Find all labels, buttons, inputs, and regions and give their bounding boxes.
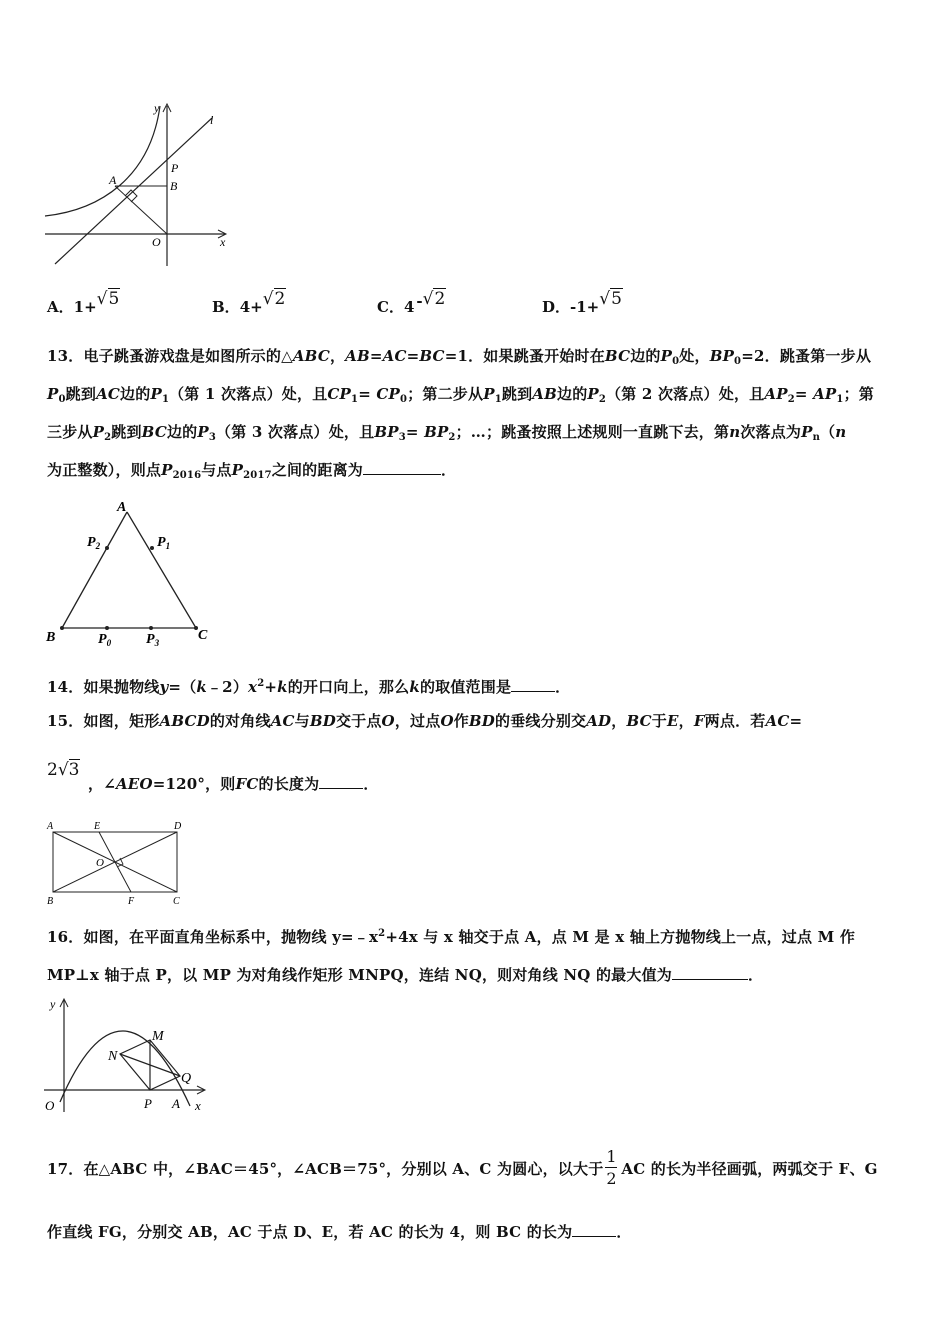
option-c[interactable] xyxy=(377,289,446,317)
label-a: A xyxy=(117,500,127,515)
sqrt-symbol: √2 xyxy=(262,289,286,309)
label-o: O xyxy=(152,235,161,249)
q16-line2: MP⊥x 轴于点 P，以 MP 为对角线作矩形 MNPQ，连结 NQ，则对角线 NQ 的最大值为 ． xyxy=(47,966,764,984)
label-x: x xyxy=(195,1098,201,1113)
sqrt-symbol: √5 xyxy=(599,289,622,309)
label-f: F xyxy=(128,896,135,907)
label-a: A xyxy=(109,173,117,187)
option-prefix: 1+ xyxy=(73,298,97,316)
point-b xyxy=(60,626,64,630)
point-p3 xyxy=(149,626,153,630)
q15-line2: ，∠AEO=120°，则FC的长度为 ． xyxy=(88,775,379,793)
q15-figure xyxy=(40,818,200,910)
label-a: A xyxy=(172,1096,180,1111)
option-letter: B． xyxy=(212,298,240,316)
label-a: A xyxy=(47,821,54,832)
segment-ao xyxy=(115,186,167,234)
point-p1 xyxy=(150,546,154,550)
label-o: O xyxy=(45,1098,55,1113)
answer-blank[interactable] xyxy=(672,967,748,980)
label-b: B xyxy=(46,630,56,645)
line-l xyxy=(55,118,212,264)
label-c: C xyxy=(173,896,180,907)
label-p3: $P_3$ xyxy=(146,632,160,648)
option-prefix: -1+ xyxy=(570,298,600,316)
q15-radical: 2√3 xyxy=(47,760,80,780)
label-n: N xyxy=(108,1049,118,1064)
side-ac xyxy=(127,512,196,628)
label-y: y xyxy=(154,101,160,115)
q16-line1: 16．如图，在平面直角坐标系中，抛物线 $y=﹣x^2+4x$ 与 x 轴交于点 A，点 M 是 x 轴上方抛物线上一点，过点 M 作 xyxy=(47,928,856,946)
label-p2: $P_2$ xyxy=(87,535,101,551)
option-letter: A． xyxy=(47,298,74,316)
option-letter: C． xyxy=(377,298,404,316)
q13-line4: 为正整数），则点$P_{2016}$与点$P_{2017}$之间的距离为 ． xyxy=(47,461,457,481)
q13-line3: 三步从$P_2$跳到BC边的$P_3$（第 3 次落点）处，且$BP_3= BP_2$；…；跳蚤按照上述规则一直跳下去，第n次落点为$P_n(n$ xyxy=(47,423,847,443)
q14-line: 14．如果抛物线$y=(k﹣2)x^2+k$的开口向上，那么k的取值范围是 ． xyxy=(47,678,571,696)
point-p0 xyxy=(105,626,109,630)
q17-line1: 17．在△ABC 中，∠BAC＝45°，∠ACB＝75°，分别以 A、C 为圆心，以大于 $\frac{1}{2}$ AC 的长为半径画弧，两弧交于 F、G xyxy=(47,1147,878,1188)
option-radicand: 2 xyxy=(274,289,286,309)
side-ab xyxy=(62,512,127,628)
label-l: l xyxy=(210,113,214,127)
q17-line2: 作直线 FG，分别交 AB，AC 于点 D、E，若 AC 的长为 4，则 BC 的长为 ． xyxy=(47,1223,632,1241)
q13-line2: $P_0$跳到AC边的$P_1$（第 1 次落点）处，且$CP_1= CP_0$；第二步从$P_1$跳到AB边的$P_2$（第 2 次落点）处，且$AP_2= AP_1$；第 xyxy=(47,385,874,405)
option-prefix: 4 xyxy=(403,298,415,316)
label-p: P xyxy=(171,161,179,175)
fraction-half: $\frac{1}{2}$ xyxy=(606,1147,617,1188)
option-a[interactable] xyxy=(47,289,120,317)
option-prefix: 4+ xyxy=(239,298,263,316)
label-p0: $P_0$ xyxy=(98,632,112,648)
label-p1: $P_1$ xyxy=(157,535,171,551)
sqrt-symbol: √5 xyxy=(96,289,120,309)
label-b: B xyxy=(170,179,178,193)
label-e: E xyxy=(94,821,101,832)
q13-figure xyxy=(40,496,225,651)
answer-blank[interactable] xyxy=(572,1224,616,1237)
option-radicand: 5 xyxy=(611,289,622,309)
sqrt-symbol: √2 xyxy=(422,289,446,309)
answer-blank[interactable] xyxy=(319,776,363,789)
label-q: Q xyxy=(181,1071,192,1086)
option-d[interactable] xyxy=(542,289,623,317)
option-b[interactable] xyxy=(212,289,286,317)
parabola-curve xyxy=(60,1031,190,1106)
q16-figure xyxy=(40,994,212,1116)
label-o: O xyxy=(96,857,104,869)
option-radicand: 5 xyxy=(108,289,120,309)
answer-blank[interactable] xyxy=(511,679,555,692)
label-y: y xyxy=(50,997,56,1011)
label-c: C xyxy=(198,628,208,643)
answer-blank[interactable] xyxy=(363,462,441,475)
option-operator: - xyxy=(416,292,423,310)
point-p2 xyxy=(105,546,109,550)
option-radicand: 2 xyxy=(434,289,446,309)
label-d: D xyxy=(174,821,182,832)
q12-figure xyxy=(40,98,240,270)
label-b: B xyxy=(47,896,54,907)
option-letter: D． xyxy=(542,298,571,316)
q15-line1: 15．如图，矩形ABCD的对角线AC与BD交于点O，过点O作BD的垂线分别交AD，BC于E，F两点．若AC= xyxy=(47,712,803,730)
label-x: x xyxy=(220,235,226,249)
label-p: P xyxy=(144,1096,152,1111)
label-m: M xyxy=(152,1029,164,1044)
hyperbola-curve xyxy=(45,106,160,216)
q13-line1: 13．电子跳蚤游戏盘是如图所示的△ABC，AB=AC=BC=1．如果跳蚤开始时在BC边的$P_0$处，$BP_0=2$．跳蚤第一步从 xyxy=(47,347,872,367)
